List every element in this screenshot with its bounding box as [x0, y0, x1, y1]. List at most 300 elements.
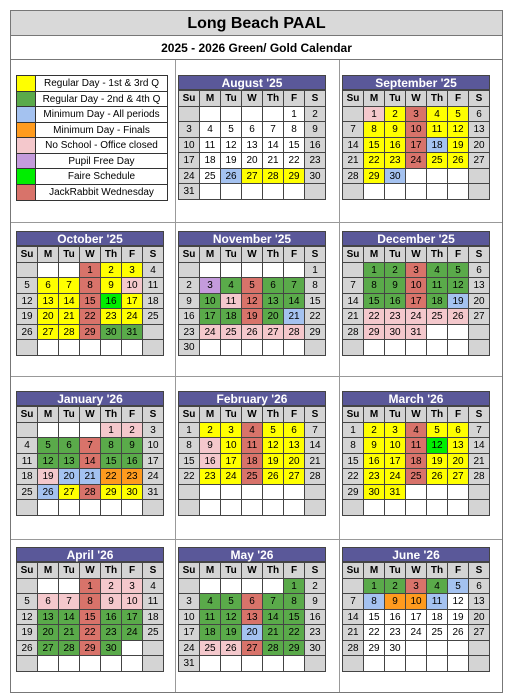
day-cell: 14 — [343, 138, 364, 154]
day-cell: 22 — [101, 469, 122, 485]
day-cell: 16 — [305, 610, 326, 626]
day-cell: 18 — [143, 610, 164, 626]
day-cell: 29 — [364, 641, 385, 657]
weekday-header: F — [284, 563, 305, 579]
empty-cell — [448, 485, 469, 501]
row-divider — [11, 539, 502, 540]
legend-swatch — [17, 76, 36, 91]
weekday-header: F — [448, 247, 469, 263]
day-cell: 1 — [364, 107, 385, 123]
empty-cell — [364, 656, 385, 672]
empty-cell — [80, 340, 101, 356]
weekday-header: Th — [263, 563, 284, 579]
weekday-header: S — [143, 407, 164, 423]
weekday-header: Tu — [59, 247, 80, 263]
day-cell: 11 — [17, 454, 38, 470]
day-cell: 21 — [343, 153, 364, 169]
day-cell: 31 — [143, 485, 164, 501]
weekday-header: S — [469, 407, 490, 423]
day-cell: 20 — [469, 138, 490, 154]
month-title: October '25 — [16, 231, 164, 246]
day-cell: 14 — [305, 438, 326, 454]
day-cell: 16 — [305, 138, 326, 154]
day-cell: 26 — [221, 169, 242, 185]
month-grid — [342, 90, 490, 200]
day-cell: 4 — [200, 122, 221, 138]
day-cell: 1 — [305, 263, 326, 279]
weekday-header: M — [364, 247, 385, 263]
weekday-header: W — [242, 407, 263, 423]
month-june — [342, 547, 490, 672]
day-cell: 3 — [179, 594, 200, 610]
empty-cell — [263, 500, 284, 516]
day-cell: 22 — [305, 309, 326, 325]
weekday-header: F — [122, 407, 143, 423]
day-cell: 22 — [179, 469, 200, 485]
legend-swatch — [17, 123, 36, 138]
day-cell: 16 — [200, 454, 221, 470]
day-cell: 7 — [284, 278, 305, 294]
empty-cell — [469, 340, 490, 356]
empty-cell — [406, 340, 427, 356]
empty-cell — [242, 579, 263, 595]
month-title: August '25 — [178, 75, 326, 90]
day-cell: 9 — [305, 594, 326, 610]
day-cell: 28 — [343, 641, 364, 657]
empty-cell — [343, 184, 364, 200]
day-cell: 15 — [284, 610, 305, 626]
day-cell: 12 — [17, 294, 38, 310]
day-cell: 19 — [221, 153, 242, 169]
day-cell: 30 — [101, 641, 122, 657]
day-cell: 19 — [17, 309, 38, 325]
day-cell: 17 — [179, 153, 200, 169]
empty-cell — [343, 500, 364, 516]
day-cell: 27 — [469, 625, 490, 641]
day-cell: 5 — [448, 579, 469, 595]
weekday-header: S — [469, 247, 490, 263]
day-cell: 14 — [80, 454, 101, 470]
day-cell: 29 — [80, 641, 101, 657]
day-cell: 5 — [263, 423, 284, 439]
day-cell: 21 — [263, 153, 284, 169]
day-cell: 18 — [200, 625, 221, 641]
empty-cell — [179, 263, 200, 279]
day-cell: 27 — [38, 325, 59, 341]
empty-cell — [17, 340, 38, 356]
day-cell: 21 — [343, 309, 364, 325]
day-cell: 27 — [38, 641, 59, 657]
day-cell: 21 — [80, 469, 101, 485]
legend-swatch — [17, 154, 36, 169]
day-cell: 20 — [38, 625, 59, 641]
day-cell: 26 — [17, 325, 38, 341]
day-cell: 6 — [469, 579, 490, 595]
month-title: April '26 — [16, 547, 164, 562]
day-cell: 29 — [364, 169, 385, 185]
weekday-header: S — [305, 563, 326, 579]
day-cell: 18 — [17, 469, 38, 485]
empty-cell — [221, 340, 242, 356]
empty-cell — [200, 263, 221, 279]
day-cell: 15 — [101, 454, 122, 470]
empty-cell — [469, 325, 490, 341]
empty-cell — [448, 340, 469, 356]
day-cell: 16 — [364, 454, 385, 470]
empty-cell — [17, 579, 38, 595]
day-cell: 10 — [221, 438, 242, 454]
day-cell: 22 — [80, 625, 101, 641]
empty-cell — [305, 184, 326, 200]
day-cell: 2 — [179, 278, 200, 294]
day-cell: 29 — [364, 325, 385, 341]
weekday-header: Tu — [385, 407, 406, 423]
empty-cell — [305, 340, 326, 356]
day-cell: 11 — [200, 610, 221, 626]
day-cell: 13 — [469, 278, 490, 294]
empty-cell — [101, 656, 122, 672]
empty-cell — [17, 263, 38, 279]
day-cell: 5 — [221, 594, 242, 610]
legend-swatch — [17, 107, 36, 122]
day-cell: 18 — [143, 294, 164, 310]
weekday-header: Th — [101, 247, 122, 263]
day-cell: 10 — [122, 278, 143, 294]
day-cell: 7 — [343, 122, 364, 138]
day-cell: 28 — [343, 325, 364, 341]
day-cell: 3 — [122, 579, 143, 595]
empty-cell — [448, 169, 469, 185]
weekday-header: Tu — [59, 563, 80, 579]
day-cell: 28 — [284, 325, 305, 341]
day-cell: 25 — [221, 325, 242, 341]
day-cell: 17 — [385, 454, 406, 470]
weekday-header: W — [242, 563, 263, 579]
month-grid — [342, 246, 490, 356]
weekday-header: Tu — [221, 91, 242, 107]
day-cell: 3 — [406, 579, 427, 595]
day-cell: 18 — [242, 454, 263, 470]
empty-cell — [143, 500, 164, 516]
day-cell: 30 — [385, 169, 406, 185]
day-cell: 14 — [263, 610, 284, 626]
day-cell: 23 — [364, 469, 385, 485]
empty-cell — [242, 107, 263, 123]
day-cell: 26 — [221, 641, 242, 657]
day-cell: 30 — [305, 641, 326, 657]
day-cell: 20 — [263, 309, 284, 325]
day-cell: 19 — [242, 309, 263, 325]
day-cell: 7 — [343, 594, 364, 610]
day-cell: 8 — [101, 438, 122, 454]
legend-label: Minimum Day - All periods — [43, 109, 160, 120]
weekday-header: Tu — [59, 407, 80, 423]
day-cell: 10 — [179, 610, 200, 626]
day-cell: 29 — [305, 325, 326, 341]
day-cell: 25 — [427, 153, 448, 169]
day-cell: 26 — [242, 325, 263, 341]
empty-cell — [406, 169, 427, 185]
month-title: November '25 — [178, 231, 326, 246]
day-cell: 22 — [343, 469, 364, 485]
day-cell: 6 — [59, 438, 80, 454]
empty-cell — [59, 579, 80, 595]
day-cell: 24 — [143, 469, 164, 485]
day-cell: 10 — [179, 138, 200, 154]
day-cell: 25 — [406, 469, 427, 485]
empty-cell — [305, 485, 326, 501]
empty-cell — [406, 656, 427, 672]
empty-cell — [80, 423, 101, 439]
day-cell: 4 — [406, 423, 427, 439]
day-cell: 10 — [406, 122, 427, 138]
empty-cell — [59, 500, 80, 516]
empty-cell — [200, 340, 221, 356]
day-cell: 28 — [469, 469, 490, 485]
day-cell: 30 — [385, 325, 406, 341]
empty-cell — [101, 500, 122, 516]
day-cell: 22 — [80, 309, 101, 325]
month-grid — [16, 562, 164, 672]
month-december — [342, 231, 490, 356]
day-cell: 18 — [427, 138, 448, 154]
day-cell: 17 — [179, 625, 200, 641]
day-cell: 18 — [200, 153, 221, 169]
weekday-header: Tu — [221, 407, 242, 423]
day-cell: 7 — [80, 438, 101, 454]
day-cell: 5 — [242, 278, 263, 294]
day-cell: 13 — [242, 610, 263, 626]
day-cell: 18 — [221, 309, 242, 325]
weekday-header: Su — [343, 563, 364, 579]
empty-cell — [284, 500, 305, 516]
weekday-header: F — [122, 247, 143, 263]
day-cell: 15 — [364, 294, 385, 310]
day-cell: 18 — [406, 454, 427, 470]
empty-cell — [242, 184, 263, 200]
day-cell: 9 — [179, 294, 200, 310]
empty-cell — [305, 500, 326, 516]
day-cell: 19 — [17, 625, 38, 641]
empty-cell — [221, 184, 242, 200]
row-divider — [11, 376, 502, 377]
weekday-header: S — [469, 563, 490, 579]
weekday-header: M — [200, 563, 221, 579]
day-cell: 24 — [179, 169, 200, 185]
month-title: December '25 — [342, 231, 490, 246]
empty-cell — [343, 656, 364, 672]
empty-cell — [200, 500, 221, 516]
month-october — [16, 231, 164, 356]
weekday-header: M — [38, 247, 59, 263]
day-cell: 21 — [263, 625, 284, 641]
empty-cell — [242, 340, 263, 356]
day-cell: 17 — [406, 294, 427, 310]
weekday-header: M — [364, 91, 385, 107]
day-cell: 3 — [143, 423, 164, 439]
weekday-header: W — [80, 247, 101, 263]
empty-cell — [427, 656, 448, 672]
legend-label: No School - Office closed — [45, 140, 158, 151]
day-cell: 7 — [263, 122, 284, 138]
day-cell: 10 — [200, 294, 221, 310]
month-grid — [16, 246, 164, 356]
weekday-header: Su — [179, 247, 200, 263]
day-cell: 14 — [469, 438, 490, 454]
legend-swatch — [17, 92, 36, 107]
day-cell: 5 — [448, 263, 469, 279]
day-cell: 27 — [263, 325, 284, 341]
day-cell: 2 — [101, 263, 122, 279]
day-cell: 26 — [263, 469, 284, 485]
day-cell: 4 — [221, 278, 242, 294]
empty-cell — [427, 169, 448, 185]
day-cell: 4 — [427, 263, 448, 279]
day-cell: 13 — [448, 438, 469, 454]
day-cell: 30 — [305, 169, 326, 185]
day-cell: 13 — [469, 122, 490, 138]
empty-cell — [448, 184, 469, 200]
day-cell: 25 — [200, 641, 221, 657]
empty-cell — [469, 169, 490, 185]
day-cell: 11 — [143, 278, 164, 294]
day-cell: 9 — [122, 438, 143, 454]
day-cell: 15 — [179, 454, 200, 470]
empty-cell — [469, 184, 490, 200]
day-cell: 14 — [284, 294, 305, 310]
day-cell: 9 — [385, 278, 406, 294]
weekday-header: Tu — [385, 91, 406, 107]
day-cell: 9 — [305, 122, 326, 138]
day-cell: 12 — [448, 594, 469, 610]
weekday-header: Su — [17, 247, 38, 263]
empty-cell — [38, 340, 59, 356]
day-cell: 3 — [221, 423, 242, 439]
day-cell: 20 — [448, 454, 469, 470]
day-cell: 13 — [263, 294, 284, 310]
day-cell: 8 — [80, 278, 101, 294]
weekday-header: W — [80, 563, 101, 579]
day-cell: 17 — [221, 454, 242, 470]
day-cell: 19 — [448, 138, 469, 154]
day-cell: 13 — [59, 454, 80, 470]
day-cell: 25 — [17, 485, 38, 501]
day-cell: 8 — [364, 122, 385, 138]
empty-cell — [263, 485, 284, 501]
day-cell: 1 — [284, 107, 305, 123]
day-cell: 31 — [179, 656, 200, 672]
empty-cell — [122, 340, 143, 356]
weekday-header: Th — [427, 563, 448, 579]
day-cell: 16 — [385, 138, 406, 154]
empty-cell — [242, 485, 263, 501]
day-cell: 11 — [242, 438, 263, 454]
legend-item — [17, 76, 167, 92]
day-cell: 24 — [406, 309, 427, 325]
day-cell: 4 — [427, 107, 448, 123]
legend-item — [17, 185, 167, 201]
weekday-header: S — [305, 247, 326, 263]
weekday-header: F — [448, 407, 469, 423]
empty-cell — [200, 107, 221, 123]
month-may — [178, 547, 326, 672]
day-cell: 6 — [38, 594, 59, 610]
day-cell: 17 — [122, 610, 143, 626]
day-cell: 18 — [427, 610, 448, 626]
day-cell: 11 — [200, 138, 221, 154]
day-cell: 26 — [38, 485, 59, 501]
legend-item — [17, 169, 167, 185]
month-title: January '26 — [16, 391, 164, 406]
day-cell: 8 — [343, 438, 364, 454]
day-cell: 14 — [263, 138, 284, 154]
weekday-header: M — [364, 563, 385, 579]
day-cell: 20 — [59, 469, 80, 485]
day-cell: 24 — [179, 641, 200, 657]
weekday-header: M — [200, 91, 221, 107]
day-cell: 17 — [200, 309, 221, 325]
month-february — [178, 391, 326, 516]
day-cell: 23 — [122, 469, 143, 485]
empty-cell — [448, 325, 469, 341]
empty-cell — [122, 641, 143, 657]
day-cell: 31 — [385, 485, 406, 501]
day-cell: 24 — [122, 309, 143, 325]
weekday-header: Tu — [221, 563, 242, 579]
day-cell: 20 — [242, 153, 263, 169]
legend-label: Minimum Day - Finals — [53, 124, 150, 136]
day-cell: 2 — [364, 423, 385, 439]
day-cell: 10 — [406, 594, 427, 610]
empty-cell — [143, 641, 164, 657]
empty-cell — [179, 485, 200, 501]
day-cell: 4 — [200, 594, 221, 610]
legend-swatch — [17, 138, 36, 153]
weekday-header: Su — [179, 563, 200, 579]
empty-cell — [38, 263, 59, 279]
day-cell: 14 — [59, 610, 80, 626]
day-cell: 8 — [179, 438, 200, 454]
day-cell: 28 — [343, 169, 364, 185]
month-january — [16, 391, 164, 516]
empty-cell — [448, 500, 469, 516]
month-august — [178, 75, 326, 200]
empty-cell — [38, 579, 59, 595]
day-cell: 23 — [305, 625, 326, 641]
day-cell: 2 — [122, 423, 143, 439]
day-cell: 2 — [385, 579, 406, 595]
day-cell: 26 — [427, 469, 448, 485]
empty-cell — [364, 340, 385, 356]
day-cell: 10 — [385, 438, 406, 454]
empty-cell — [263, 107, 284, 123]
day-cell: 29 — [80, 325, 101, 341]
empty-cell — [200, 485, 221, 501]
day-cell: 9 — [364, 438, 385, 454]
month-title: March '26 — [342, 391, 490, 406]
day-cell: 2 — [200, 423, 221, 439]
day-cell: 16 — [179, 309, 200, 325]
empty-cell — [284, 485, 305, 501]
day-cell: 27 — [469, 153, 490, 169]
day-cell: 1 — [80, 579, 101, 595]
day-cell: 13 — [469, 594, 490, 610]
day-cell: 24 — [406, 625, 427, 641]
weekday-header: F — [284, 247, 305, 263]
day-cell: 8 — [364, 594, 385, 610]
day-cell: 21 — [284, 309, 305, 325]
weekday-header: W — [242, 91, 263, 107]
